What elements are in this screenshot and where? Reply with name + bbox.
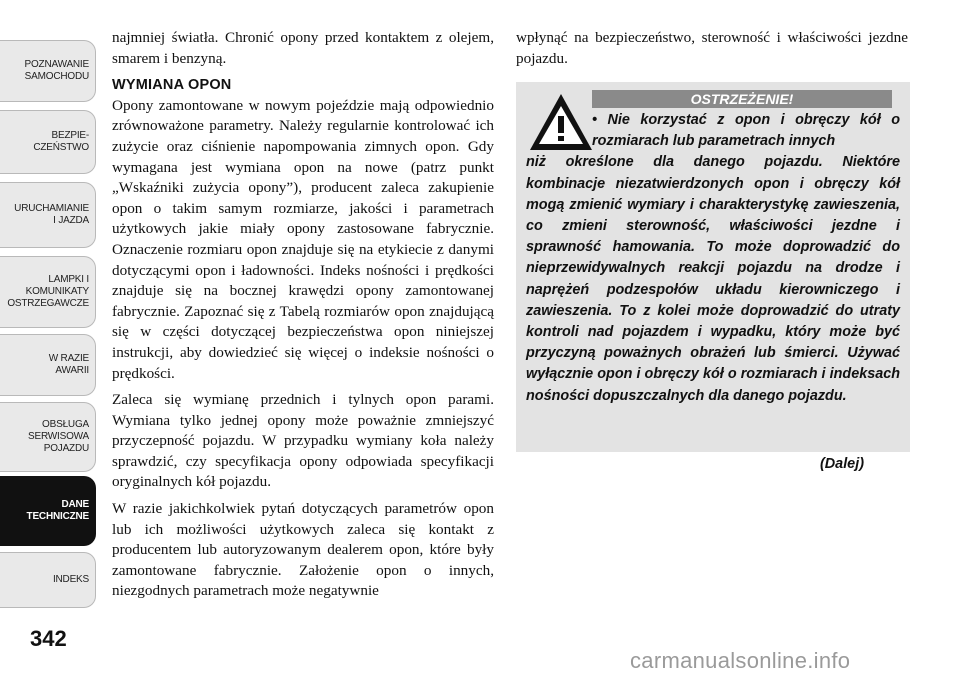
tab-label-line: DANE bbox=[61, 499, 89, 510]
tab-label-line: SERWISOWA bbox=[28, 431, 89, 442]
tab-label-line: SAMOCHODU bbox=[24, 71, 89, 82]
tab-lampki-i-komunikaty[interactable] bbox=[0, 256, 96, 328]
tab-label-line: KOMUNIKATY bbox=[25, 286, 89, 297]
continued-label: (Dalej) bbox=[820, 456, 864, 472]
tab-obsluga-serwisowa[interactable] bbox=[0, 402, 96, 472]
tab-poznawanie-samochodu[interactable] bbox=[0, 40, 96, 102]
section-heading: WYMIANA OPON bbox=[112, 77, 232, 94]
tab-label-line: W RAZIE bbox=[48, 353, 89, 364]
page-number: 342 bbox=[30, 626, 67, 651]
body-paragraph: Opony zamontowane w nowym pojeździe mają odpowiednio zrównoważone parametry. Należy regularnie kontrolować ich zużycie oraz ciśnienie napompowania zimnych opon. Gdy wymagana jest wymiana opon na nowe (patrz punkt „Wskaźniki zużycia opony”), producent zaleca zakupienie opon o takim samym rozmiarze, jakości i parametrach użytkowych jakie miały opony zastosowane fabrycznie. Oznaczenie rozmiaru opon znajduje się na etykiecie z danymi dotyczącymi opon i ładowności. Indeks nośności i prędkości znajduje się na bocznej krawędzi opony zamontowanej fabrycznie. Zapoznać się z Tabelą rozmiarów opon znajdującą się w części dotyczącej bezpieczeństwa opon niniejszej instrukcji, aby dowiedzieć się więcej o indeksie nośności o prędkości. bbox=[112, 96, 494, 382]
tab-label-line: POZNAWANIE bbox=[24, 59, 89, 70]
tab-label-line: CZEŃSTWO bbox=[33, 142, 89, 153]
tab-label-line: INDEKS bbox=[52, 574, 89, 585]
tab-label-line: OSTRZEGAWCZE bbox=[7, 298, 89, 309]
tab-bezpieczenstwo[interactable] bbox=[0, 110, 96, 174]
warning-body: niż określone dla danego pojazdu. Niektóre kombinacje niezatwierdzonych opon i obręczy kół mogą zmienić wymiary i charakterystykę zawieszenia, co zmieni sterowność, właściwości jezdne i sprawność hamowania. To może doprowadzić do nieprzewidywalnych reakcji pojazdu na drodze i naprężeń podzespołów układu kierowniczego i zawieszenia. To z kolei może doprowadzić do utraty kontroli nad pojazdem i wypadku, który może być przyczyną poważnych obrażeń lub śmierci. Używać wyłącznie opon i obręczy kół o rozmiarach i indeksach nośności dopuszczalnych dla danego pojazdu. bbox=[526, 154, 900, 404]
warning-title: OSTRZEŻENIE! bbox=[592, 90, 892, 108]
warning-text bbox=[526, 110, 900, 407]
chapter-sidebar bbox=[0, 0, 98, 678]
left-column bbox=[112, 28, 494, 608]
body-paragraph: Zaleca się wymianę przednich i tylnych opon parami. Wymiana tylko jednej opony może poważnie zmniejszyć przyczepność pojazdu. W przypadku wymiany koła należy sprawdzić, czy specyfikacja opony odpowiada specyfikacji oryginalnych kół pojazdu. bbox=[112, 391, 494, 491]
intro-paragraph: najmniej światła. Chronić opony przed kontaktem z olejem, smarem i benzyną. bbox=[112, 29, 494, 67]
tab-label-line: AWARII bbox=[55, 365, 89, 376]
body-paragraph: W razie jakichkolwiek pytań dotyczących parametrów opon lub ich możliwości użytkowych zaleca się kontakt z producentem lub autoryzowanym dealerem opon, które były zamontowane fabrycznie. Założenie opon o innych, niezgodnych parametrach może negatywnie bbox=[112, 500, 494, 600]
tab-indeks[interactable] bbox=[0, 552, 96, 608]
tab-w-razie-awarii[interactable] bbox=[0, 334, 96, 396]
watermark: carmanualsonline.info bbox=[630, 648, 851, 673]
tab-uruchamianie-i-jazda[interactable] bbox=[0, 182, 96, 248]
tab-label-line: OBSŁUGA bbox=[42, 419, 89, 430]
warning-box bbox=[516, 82, 910, 452]
right-column bbox=[516, 28, 908, 75]
tab-label-line: BEZPIE- bbox=[51, 130, 89, 141]
warning-lead: • Nie korzystać z opon i obręczy kół o rozmiarach lub parametrach innych bbox=[592, 112, 900, 150]
tab-label-line: URUCHAMIANIE bbox=[14, 203, 89, 214]
tab-label-line: I JAZDA bbox=[53, 215, 89, 226]
tab-dane-techniczne[interactable] bbox=[0, 476, 96, 546]
intro-paragraph: wpłynąć na bezpieczeństwo, sterowność i właściwości jezdne pojazdu. bbox=[516, 29, 908, 67]
tab-label-line: LAMPKI I bbox=[48, 274, 89, 285]
tab-label-line: TECHNICZNE bbox=[26, 511, 89, 522]
tab-label-line: POJAZDU bbox=[43, 443, 89, 454]
